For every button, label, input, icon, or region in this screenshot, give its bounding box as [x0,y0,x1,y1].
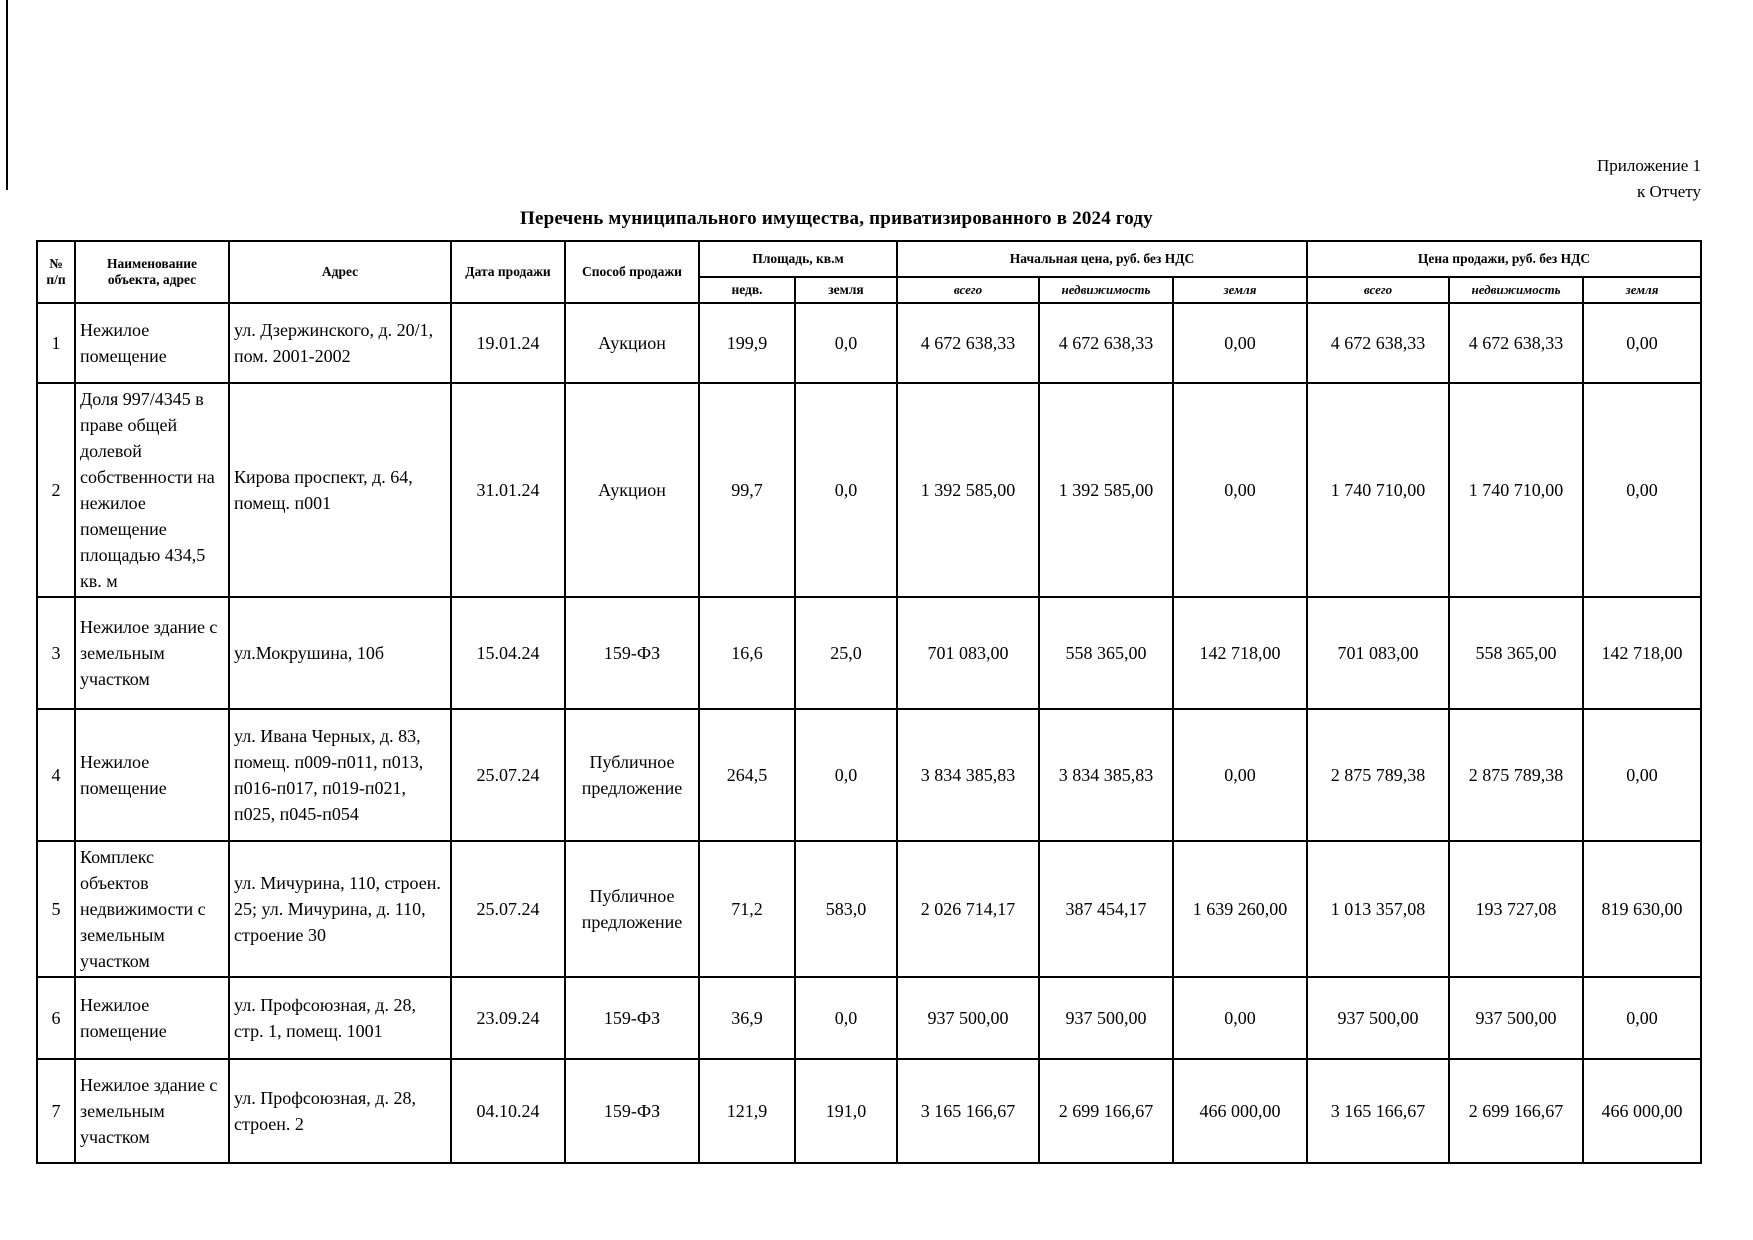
cell-sale-land: 0,00 [1583,383,1701,597]
cell-date: 25.07.24 [451,841,565,977]
cell-sale-realty: 558 365,00 [1449,597,1583,709]
cell-start-land: 142 718,00 [1173,597,1307,709]
cell-date: 19.01.24 [451,303,565,383]
cell-date: 15.04.24 [451,597,565,709]
cell-num: 6 [37,977,75,1059]
cell-start-land: 0,00 [1173,977,1307,1059]
cell-area-realty: 99,7 [699,383,795,597]
cell-sale-total: 1 740 710,00 [1307,383,1449,597]
cell-area-land: 583,0 [795,841,897,977]
cell-sale-realty: 193 727,08 [1449,841,1583,977]
cell-area-land: 0,0 [795,383,897,597]
cell-address: ул. Дзержинского, д. 20/1, пом. 2001-2002 [229,303,451,383]
cell-start-realty: 2 699 166,67 [1039,1059,1173,1163]
header-area: Площадь, кв.м [699,241,897,277]
cell-sale-total: 2 875 789,38 [1307,709,1449,841]
cell-sale-land: 819 630,00 [1583,841,1701,977]
cell-sale-total: 1 013 357,08 [1307,841,1449,977]
header-start-land: земля [1173,277,1307,303]
cell-sale-realty: 1 740 710,00 [1449,383,1583,597]
cell-start-land: 1 639 260,00 [1173,841,1307,977]
header-sale-land: земля [1583,277,1701,303]
table-row [37,841,1701,977]
cell-sale-realty: 2 699 166,67 [1449,1059,1583,1163]
cell-area-land: 0,0 [795,977,897,1059]
header-row-1 [37,241,1701,277]
cell-sale-total: 4 672 638,33 [1307,303,1449,383]
cell-address: ул. Ивана Черных, д. 83, помещ. п009-п011, п013, п016-п017, п019-п021, п025, п045-п054 [229,709,451,841]
cell-start-realty: 387 454,17 [1039,841,1173,977]
cell-name: Нежилое здание с земельным участком [75,1059,229,1163]
cell-sale-land: 142 718,00 [1583,597,1701,709]
cell-area-realty: 264,5 [699,709,795,841]
table-row [37,303,1701,383]
header-address: Адрес [229,241,451,303]
cell-start-total: 3 834 385,83 [897,709,1039,841]
document-title: Перечень муниципального имущества, приватизированного в 2024 году [520,208,1153,229]
cell-name: Нежилое помещение [75,709,229,841]
cell-start-total: 701 083,00 [897,597,1039,709]
cell-name: Комплекс объектов недвижимости с земельным участком [75,841,229,977]
cell-start-realty: 3 834 385,83 [1039,709,1173,841]
header-start-realty: недвижимость [1039,277,1173,303]
cell-start-land: 466 000,00 [1173,1059,1307,1163]
cell-address: ул. Мичурина, 110, строен. 25; ул. Мичурина, д. 110, строение 30 [229,841,451,977]
table-row [37,709,1701,841]
table-row [37,383,1701,597]
cell-area-realty: 199,9 [699,303,795,383]
cell-start-total: 2 026 714,17 [897,841,1039,977]
cell-area-realty: 16,6 [699,597,795,709]
cell-address: ул. Профсоюзная, д. 28, стр. 1, помещ. 1001 [229,977,451,1059]
header-sale-total: всего [1307,277,1449,303]
cell-num: 2 [37,383,75,597]
table-row [37,977,1701,1059]
cell-date: 25.07.24 [451,709,565,841]
cell-name: Нежилое помещение [75,303,229,383]
cell-sale-realty: 937 500,00 [1449,977,1583,1059]
cell-start-total: 937 500,00 [897,977,1039,1059]
cell-name: Доля 997/4345 в праве общей долевой собственности на нежилое помещение площадью 434,5 кв. м [75,383,229,597]
cell-sale-total: 937 500,00 [1307,977,1449,1059]
cell-date: 23.09.24 [451,977,565,1059]
appendix-note [1597,153,1701,205]
cell-sale-realty: 2 875 789,38 [1449,709,1583,841]
cell-date: 31.01.24 [451,383,565,597]
cell-area-land: 0,0 [795,709,897,841]
cell-area-realty: 71,2 [699,841,795,977]
table-row [37,597,1701,709]
cell-date: 04.10.24 [451,1059,565,1163]
header-date: Дата продажи [451,241,565,303]
cell-name: Нежилое помещение [75,977,229,1059]
cell-area-land: 25,0 [795,597,897,709]
header-method: Способ продажи [565,241,699,303]
header-area-land: земля [795,277,897,303]
cell-num: 4 [37,709,75,841]
cell-start-realty: 4 672 638,33 [1039,303,1173,383]
cell-area-realty: 36,9 [699,977,795,1059]
cell-num: 5 [37,841,75,977]
cell-method: 159-ФЗ [565,1059,699,1163]
cell-start-total: 3 165 166,67 [897,1059,1039,1163]
cell-num: 1 [37,303,75,383]
header-name: Наименование объекта, адрес [75,241,229,303]
cell-method: Аукцион [565,303,699,383]
header-start-total: всего [897,277,1039,303]
cell-sale-realty: 4 672 638,33 [1449,303,1583,383]
cell-start-realty: 937 500,00 [1039,977,1173,1059]
cell-start-realty: 558 365,00 [1039,597,1173,709]
cell-sale-total: 701 083,00 [1307,597,1449,709]
cell-start-land: 0,00 [1173,383,1307,597]
cell-sale-land: 0,00 [1583,303,1701,383]
header-area-realty: недв. [699,277,795,303]
cell-sale-land: 466 000,00 [1583,1059,1701,1163]
header-sale-price: Цена продажи, руб. без НДС [1307,241,1701,277]
cell-method: 159-ФЗ [565,597,699,709]
cell-start-land: 0,00 [1173,709,1307,841]
cell-sale-total: 3 165 166,67 [1307,1059,1449,1163]
cell-method: Публичное предложение [565,709,699,841]
header-sale-realty: недвижимость [1449,277,1583,303]
cell-start-realty: 1 392 585,00 [1039,383,1173,597]
table-row [37,1059,1701,1163]
cell-address: ул.Мокрушина, 10б [229,597,451,709]
scan-edge-line [6,0,8,190]
cell-sale-land: 0,00 [1583,977,1701,1059]
privatization-table [36,240,1702,1164]
cell-num: 7 [37,1059,75,1163]
cell-sale-land: 0,00 [1583,709,1701,841]
cell-method: Публичное предложение [565,841,699,977]
cell-start-land: 0,00 [1173,303,1307,383]
header-num: № п/п [37,241,75,303]
cell-start-total: 4 672 638,33 [897,303,1039,383]
cell-method: 159-ФЗ [565,977,699,1059]
cell-num: 3 [37,597,75,709]
cell-area-realty: 121,9 [699,1059,795,1163]
appendix-line-1: Приложение 1 [1597,156,1701,175]
cell-area-land: 191,0 [795,1059,897,1163]
appendix-line-2: к Отчету [1636,182,1701,201]
header-start-price: Начальная цена, руб. без НДС [897,241,1307,277]
cell-address: Кирова проспект, д. 64, помещ. п001 [229,383,451,597]
cell-name: Нежилое здание с земельным участком [75,597,229,709]
cell-method: Аукцион [565,383,699,597]
cell-start-total: 1 392 585,00 [897,383,1039,597]
cell-area-land: 0,0 [795,303,897,383]
cell-address: ул. Профсоюзная, д. 28, строен. 2 [229,1059,451,1163]
